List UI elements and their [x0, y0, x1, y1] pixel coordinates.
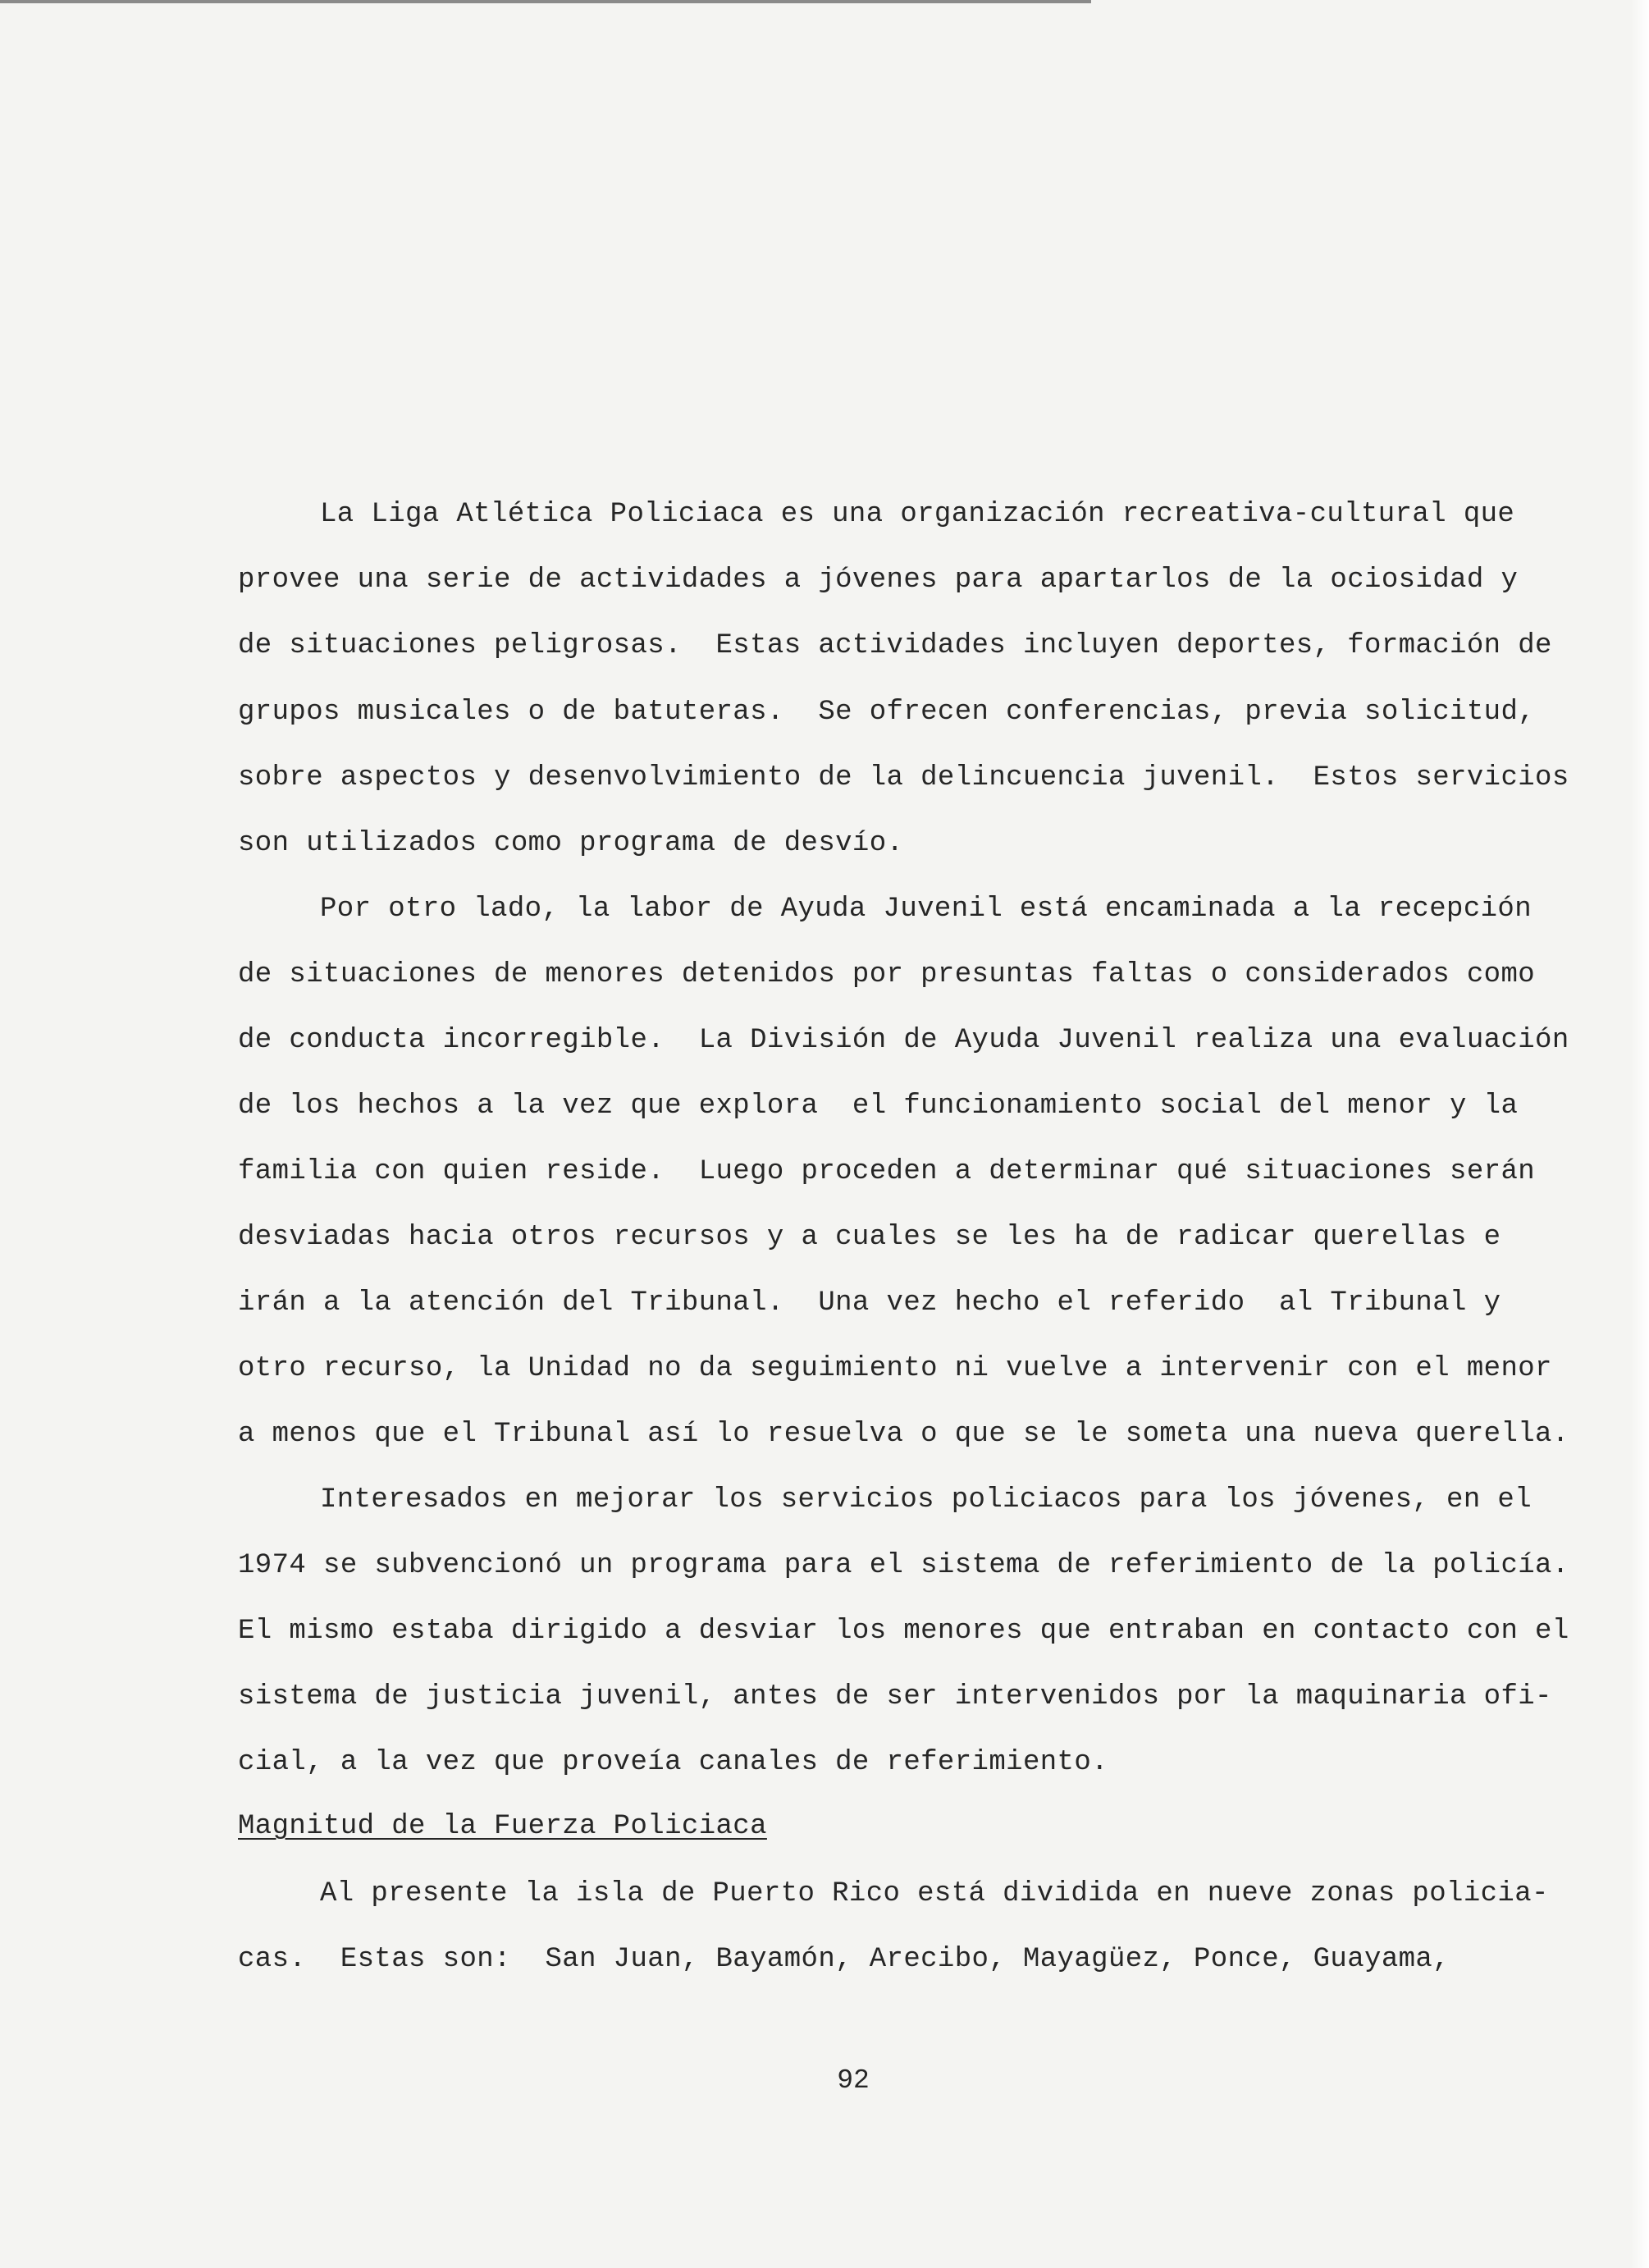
paragraph-2-line-9: a menos que el Tribunal así lo resuelva o que se le someta una nueva querella. — [238, 1419, 1569, 1450]
paragraph-1-line-4: grupos musicales o de batuteras. Se ofrecen conferencias, previa solicitud, — [238, 697, 1536, 728]
page-number: 92 — [837, 2065, 870, 2096]
paragraph-4-line-1: Al presente la isla de Puerto Rico está dividida en nueve zonas policia- — [320, 1878, 1549, 1909]
paragraph-3-line-1: Interesados en mejorar los servicios policiacos para los jóvenes, en el — [320, 1484, 1533, 1516]
paragraph-4-line-2: cas. Estas son: San Juan, Bayamón, Arecibo, Mayagüez, Ponce, Guayama, — [238, 1944, 1450, 1975]
paragraph-1-line-5: sobre aspectos y desenvolvimiento de la delincuencia juvenil. Estos servicios — [238, 762, 1569, 793]
paragraph-2-line-7: irán a la atención del Tribunal. Una vez hecho el referido al Tribunal y — [238, 1287, 1501, 1319]
top-edge-rule — [0, 0, 1091, 3]
paragraph-3-line-4: sistema de justicia juvenil, antes de ser intervenidos por la maquinaria ofi- — [238, 1681, 1552, 1712]
paragraph-3-line-2: 1974 se subvencionó un programa para el sistema de referimiento de la policía. — [238, 1550, 1569, 1581]
paragraph-2-line-4: de los hechos a la vez que explora el funcionamiento social del menor y la — [238, 1091, 1519, 1122]
paragraph-1-line-6: son utilizados como programa de desvío. — [238, 828, 904, 859]
paragraph-3-line-5: cial, a la vez que proveía canales de referimiento. — [238, 1747, 1108, 1778]
paragraph-1-line-3: de situaciones peligrosas. Estas actividades incluyen deportes, formación de — [238, 630, 1552, 661]
paragraph-2-line-1: Por otro lado, la labor de Ayuda Juvenil está encaminada a la recepción — [320, 894, 1533, 925]
paragraph-2-line-3: de conducta incorregible. La División de Ayuda Juvenil realiza una evaluación — [238, 1025, 1569, 1056]
paragraph-1-line-1: La Liga Atlética Policiaca es una organización recreativa-cultural que — [320, 499, 1515, 530]
paragraph-3-line-3: El mismo estaba dirigido a desviar los menores que entraban en contacto con el — [238, 1616, 1569, 1647]
paragraph-2-line-8: otro recurso, la Unidad no da seguimiento ni vuelve a intervenir con el menor — [238, 1353, 1552, 1384]
paragraph-2-line-2: de situaciones de menores detenidos por presuntas faltas o considerados como — [238, 959, 1536, 990]
paragraph-1-line-2: provee una serie de actividades a jóvenes para apartarlos de la ociosidad y — [238, 565, 1519, 596]
page-right-edge — [1631, 0, 1649, 2268]
paragraph-2-line-5: familia con quien reside. Luego proceden a determinar qué situaciones serán — [238, 1156, 1536, 1187]
paragraph-2-line-6: desviadas hacia otros recursos y a cuales se les ha de radicar querellas e — [238, 1222, 1501, 1253]
section-heading: Magnitud de la Fuerza Policiaca — [238, 1811, 767, 1842]
